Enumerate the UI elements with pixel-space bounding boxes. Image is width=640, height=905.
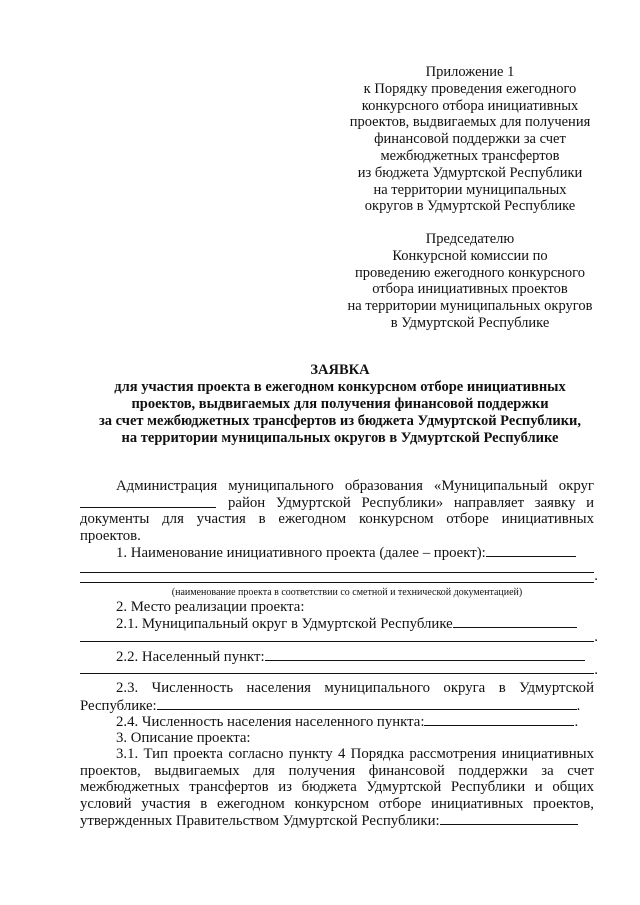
appendix-line: округов в Удмуртской Республике [364, 198, 576, 215]
item-2-3-cont [80, 697, 594, 714]
item-1-label: 1. Наименование инициативного проекта (далее – проект): [116, 545, 486, 561]
project-type-field[interactable] [440, 812, 578, 825]
project-name-field[interactable] [486, 544, 576, 557]
title-line: на территории муниципальных округов в Удмуртской Республике [121, 430, 559, 446]
addressee-line: проведению ежегодного конкурсного [355, 264, 585, 281]
item-2: 2. Место реализации проекта: [116, 598, 305, 615]
application-title [60, 362, 620, 447]
title-line: проектов, выдвигаемых для получения финансовой поддержки [131, 396, 549, 412]
district-field-2[interactable] [80, 632, 594, 642]
item-3: 3. Описание проекта: [116, 729, 251, 746]
district-line-2 [80, 629, 598, 648]
item-3-1-last [80, 812, 594, 829]
settlement-population-field[interactable] [424, 713, 574, 726]
intro-line-2 [80, 495, 594, 512]
appendix-line: на территории муниципальных [373, 181, 567, 198]
addressee-line: Конкурсной комиссии по [392, 247, 548, 264]
item-3-1-cont: межбюджетных трансфертов из бюджета Удмуртской Республики и общих [80, 779, 594, 795]
line-end-dot: . [594, 661, 598, 678]
appendix-line: проектов, выдвигаемых для получения [349, 114, 591, 131]
settlement-field-2[interactable] [80, 664, 594, 674]
item-3-1-cont: проектов, выдвигаемых для получения финансовой поддержки за счет [80, 762, 594, 779]
line-end-dot: . [594, 629, 598, 645]
intro-line: Администрация муниципального образования «Муниципальный округ [116, 478, 594, 494]
item-2-1 [80, 615, 594, 632]
settlement-line-2 [80, 661, 598, 680]
item-3-1: 3.1. Тип проекта согласно пункту 4 Порядка рассмотрения инициативных [116, 746, 594, 762]
intro-text-2: район Удмуртской Республики» направляет заявку и [228, 494, 594, 511]
addressee-line: на территории муниципальных округов [347, 298, 593, 315]
project-name-line[interactable] [80, 561, 594, 573]
item-1-note: (наименование проекта в соответствии со сметной и технической документацией) [171, 586, 523, 598]
addressee-block [322, 231, 618, 332]
item-1 [80, 544, 594, 561]
title-line: для участия проекта в ежегодном конкурсном отборе инициативных [114, 379, 566, 395]
project-name-line-2 [80, 568, 598, 587]
addressee-line: отбора инициативных проектов [372, 281, 568, 298]
addressee-line: в Удмуртской Республике [390, 314, 550, 331]
intro-line-4: проектов. [80, 527, 141, 544]
project-name-field-2[interactable] [80, 573, 594, 583]
item-2-3-label: Республике: [80, 697, 157, 714]
appendix-line: Приложение 1 [425, 64, 515, 80]
item-2-2 [80, 648, 594, 665]
line-end-dot: . [594, 568, 598, 584]
item-3-1-label: утвержденных Правительством Удмуртской Республики: [80, 813, 440, 829]
addressee-line: Председателю [425, 231, 515, 247]
item-3-1-cont: условий участия в ежегодном конкурсном отборе инициативных проектов, [80, 795, 594, 812]
item-2-2-label: 2.2. Населенный пункт: [116, 648, 265, 665]
appendix-block [322, 64, 618, 215]
appendix-line: к Порядку проведения ежегодного [363, 80, 577, 97]
item-2-4-label: 2.4. Численность населения населенного пункта: [116, 714, 425, 730]
appendix-line: межбюджетных трансфертов [380, 147, 560, 164]
district-population-field[interactable] [157, 697, 577, 710]
intro-line-3: документы для участия в ежегодном конкурсном отборе инициативных [80, 511, 594, 527]
settlement-field[interactable] [265, 648, 585, 661]
item-2-3: 2.3. Численность населения муниципального округа в Удмуртской [116, 680, 594, 696]
application-body [80, 478, 598, 829]
district-name-field[interactable] [80, 495, 216, 508]
line-end-dot: . [576, 697, 581, 714]
item-2-1-label: 2.1. Муниципальный округ в Удмуртской Республике [116, 616, 453, 632]
title-heading: ЗАЯВКА [310, 362, 370, 378]
line-end-dot: . [574, 714, 579, 730]
appendix-line: финансовой поддержки за счет [374, 131, 566, 148]
appendix-line: из бюджета Удмуртской Республики [357, 164, 583, 181]
item-2-4 [80, 713, 594, 730]
district-field[interactable] [453, 615, 577, 628]
appendix-line: конкурсного отбора инициативных [361, 97, 579, 114]
title-line: за счет межбюджетных трансфертов из бюджета Удмуртской Республики, [98, 413, 582, 429]
